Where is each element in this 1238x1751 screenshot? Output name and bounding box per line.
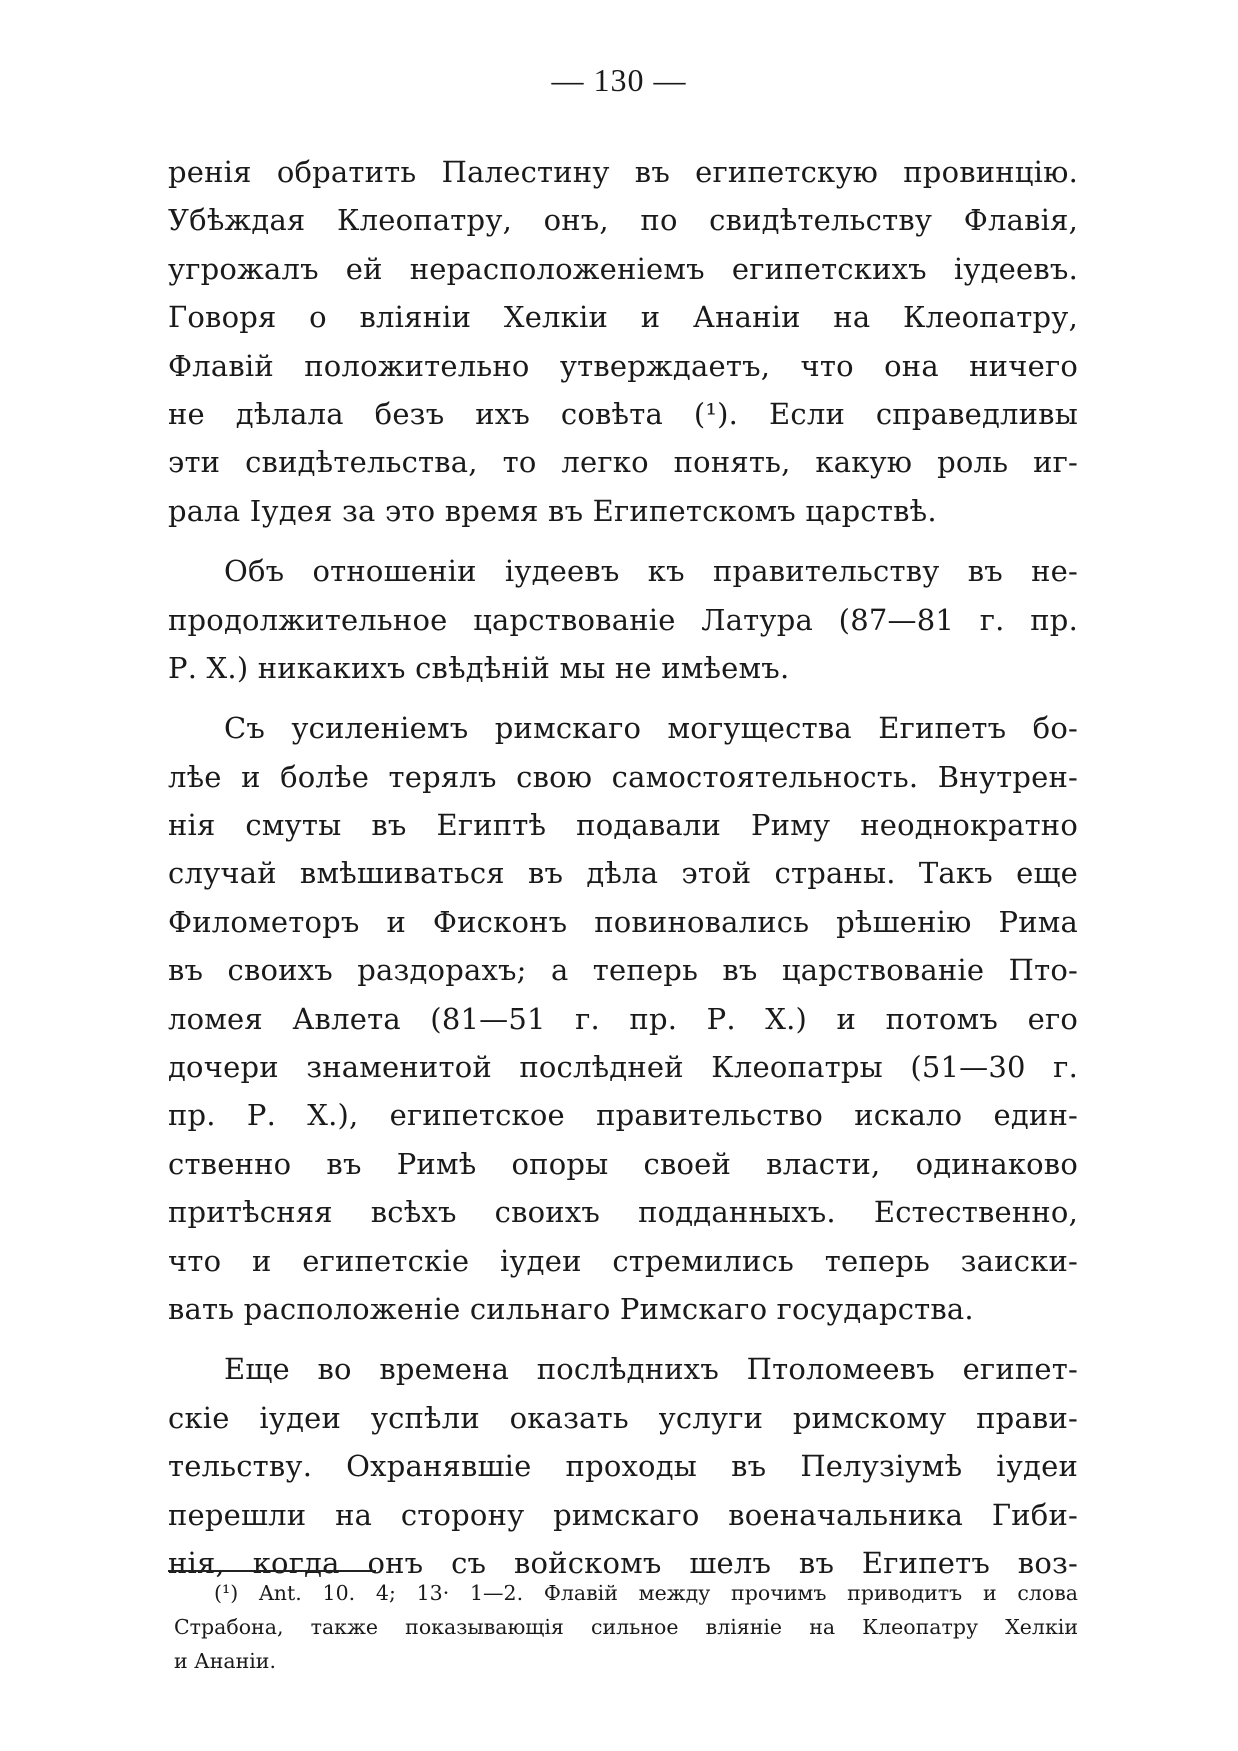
paragraph-3 (168, 704, 1078, 1333)
text-line: Объ отношеніи іудеевъ къ правительству въ не- (224, 554, 1078, 589)
text-line: Р. Х.) никакихъ свѣдѣній мы не имѣемъ. (168, 650, 790, 685)
text-line: притѣсняя всѣхъ своихъ подданныхъ. Естественно, (168, 1195, 1078, 1230)
text-line: лѣе и болѣе терялъ свою самостоятельность. Внутрен- (168, 759, 1078, 794)
paragraph-4 (168, 1345, 1078, 1587)
text-line: случай вмѣшиваться въ дѣла этой страны. Такъ еще (168, 856, 1078, 891)
text-line: ренія обратить Палестину въ египетскую провинцію. (168, 155, 1078, 189)
footnote-divider (168, 1570, 376, 1572)
text-line: угрожалъ ей нерасположеніемъ египетскихъ іудеевъ. (168, 251, 1078, 286)
paragraph-1 (168, 148, 1078, 535)
footnote-line: и Ананіи. (174, 1649, 276, 1673)
text-line: вать расположеніе сильнаго Римскаго государства. (168, 1291, 974, 1326)
text-line: эти свидѣтельства, то легко понять, какую роль иг- (168, 445, 1078, 480)
text-line: ломея Авлета (81—51 г. пр. Р. Х.) и потомъ его (168, 1001, 1078, 1036)
footnote (174, 1576, 1078, 1678)
text-line: Флавій положительно утверждаетъ, что она ничего (168, 348, 1078, 383)
text-line: тельству. Охранявшіе проходы въ Пелузіумѣ іудеи (168, 1449, 1078, 1484)
text-line: пр. Р. Х.), египетское правительство искало един- (168, 1098, 1078, 1133)
text-line: что и египетскіе іудеи стремились теперь заиски- (168, 1243, 1078, 1278)
footnote-line: Страбона, также показывающія сильное вліяніе на Клеопатру Хелкіи (174, 1615, 1078, 1639)
text-line: продолжительное царствованіе Латура (87—81 г. пр. (168, 602, 1078, 637)
footnote-line: (¹) Ant. 10. 4; 13· 1—2. Флавій между прочимъ приводитъ и слова (214, 1581, 1078, 1605)
text-line: Съ усиленіемъ римскаго могущества Египетъ бо- (224, 711, 1078, 746)
text-line: нія, когда онъ съ войскомъ шелъ въ Египетъ воз- (168, 1545, 1078, 1580)
paragraph-2 (168, 547, 1078, 692)
body-text (168, 148, 1078, 1587)
text-line: Еще во времена послѣднихъ Птоломеевъ египет- (224, 1352, 1078, 1387)
text-line: Говоря о вліяніи Хелкіи и Ананіи на Клеопатру, (168, 300, 1078, 335)
text-line: Филометоръ и Фисконъ повиновались рѣшенію Рима (168, 904, 1078, 939)
page-number: — 130 — (551, 62, 687, 98)
text-line: въ своихъ раздорахъ; а теперь въ царствованіе Пто- (168, 953, 1078, 988)
text-line: нія смуты въ Египтѣ подавали Риму неоднократно (168, 808, 1078, 843)
text-line: Убѣждая Клеопатру, онъ, по свидѣтельству Флавія, (168, 203, 1078, 238)
text-line: перешли на сторону римскаго военачальника Гиби- (168, 1497, 1078, 1532)
text-line: рала Іудея за это время въ Египетскомъ царствѣ. (168, 493, 937, 528)
text-line: ственно въ Римѣ опоры своей власти, одинаково (168, 1146, 1078, 1181)
text-line: дочери знаменитой послѣдней Клеопатры (51—30 г. (168, 1050, 1078, 1085)
text-line: скіе іудеи успѣли оказать услуги римскому прави- (168, 1400, 1078, 1435)
text-line: не дѣлала безъ ихъ совѣта (¹). Если справедливы (168, 396, 1078, 431)
